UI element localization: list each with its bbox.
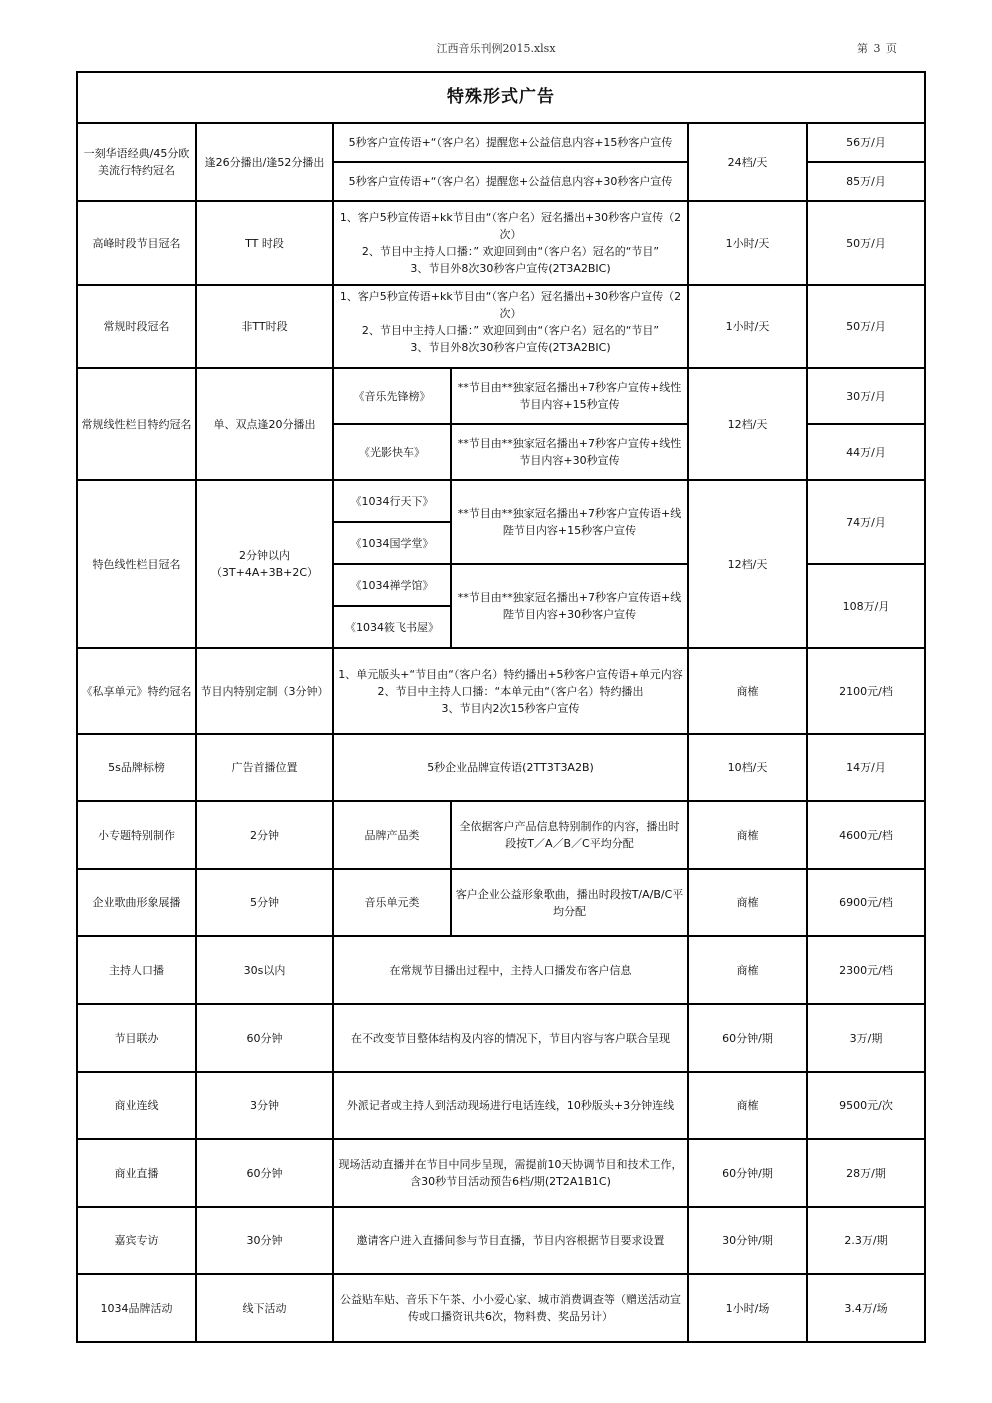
item-price: 74万/月 (807, 480, 925, 564)
item-duration: 30分钟 (196, 1207, 333, 1274)
item-price: 50万/月 (807, 201, 925, 285)
item-duration: 节目内特别定制（3分钟） (196, 648, 333, 734)
item-frequency: 1小时/天 (688, 201, 807, 285)
item-description: 外派记者或主持人到活动现场进行电话连线，10秒版头+3分钟连线 (333, 1072, 688, 1139)
item-duration: 2分钟 (196, 801, 333, 869)
item-price: 56万/月 (807, 123, 925, 162)
item-price: 2.3万/期 (807, 1207, 925, 1274)
item-frequency: 商榷 (688, 936, 807, 1004)
table-title: 特殊形式广告 (77, 72, 925, 123)
item-duration: 3分钟 (196, 1072, 333, 1139)
program-name: 《1034行天下》 (333, 480, 451, 522)
item-price: 3.4万/场 (807, 1274, 925, 1342)
item-description: 5秒客户宣传语+“（客户名）提醒您+公益信息内容+30秒客户宣传 (333, 162, 688, 201)
item-duration: 单、双点逢20分播出 (196, 368, 333, 480)
item-frequency: 12档/天 (688, 368, 807, 480)
program-name: 《1034禅学馆》 (333, 564, 451, 606)
header-page-number: 第 3 页 (857, 42, 898, 55)
item-price: 30万/月 (807, 368, 925, 424)
item-name: 特色线性栏目冠名 (77, 480, 196, 648)
item-name: 企业歌曲形象展播 (77, 869, 196, 936)
item-price: 108万/月 (807, 564, 925, 648)
item-frequency: 商榷 (688, 1072, 807, 1139)
item-frequency: 商榷 (688, 801, 807, 869)
item-description (333, 285, 688, 368)
item-name: 常规线性栏目特约冠名 (77, 368, 196, 480)
description-line: 1、客户5秒宣传语+kk节目由“（客户名）冠名播出+30秒客户宣传（2次） (339, 211, 682, 241)
item-description: 在不改变节目整体结构及内容的情况下，节目内容与客户联合呈现 (333, 1004, 688, 1072)
program-name: 《1034筱飞书屋》 (333, 606, 451, 648)
item-type: 品牌产品类 (333, 801, 451, 869)
item-frequency: 商榷 (688, 648, 807, 734)
item-name: 高峰时段节目冠名 (77, 201, 196, 285)
item-frequency: 60分钟/期 (688, 1139, 807, 1207)
item-frequency: 24档/天 (688, 123, 807, 201)
item-description (333, 201, 688, 285)
item-price: 4600元/档 (807, 801, 925, 869)
item-name: 节目联办 (77, 1004, 196, 1072)
item-price: 50万/月 (807, 285, 925, 368)
ad-rate-table (76, 71, 926, 1343)
description-line: 3、节目内2次15秒客户宣传 (441, 701, 580, 715)
item-price: 14万/月 (807, 734, 925, 801)
item-description: **节目由**独家冠名播出+7秒客户宣传+线性节目内容+15秒宣传 (451, 368, 688, 424)
item-duration: 30s以内 (196, 936, 333, 1004)
item-name: 5s品牌标榜 (77, 734, 196, 801)
description-line: 2、节目中主持人口播：” 欢迎回到由“（客户名）冠名的“节目” (361, 245, 660, 258)
item-price: 9500元/次 (807, 1072, 925, 1139)
item-duration: 广告首播位置 (196, 734, 333, 801)
item-price: 85万/月 (807, 162, 925, 201)
item-name: 常规时段冠名 (77, 285, 196, 368)
description-line: 1、客户5秒宣传语+kk节目由“（客户名）冠名播出+30秒客户宣传（2次） (339, 290, 682, 320)
program-name: 《1034国学堂》 (333, 522, 451, 564)
item-description (333, 648, 688, 734)
item-description: **节目由**独家冠名播出+7秒客户宣传语+线陛节目内容+30秒客户宣传 (451, 564, 688, 648)
item-duration: 5分钟 (196, 869, 333, 936)
item-name: 《私享单元》特约冠名 (77, 648, 196, 734)
item-description: 5秒客户宣传语+“（客户名）提醒您+公益信息内容+15秒客户宣传 (333, 123, 688, 162)
header-filename: 江西音乐刊例2015.xlsx (436, 42, 556, 55)
item-price: 2100元/档 (807, 648, 925, 734)
item-duration: TT 时段 (196, 201, 333, 285)
item-description: **节目由**独家冠名播出+7秒客户宣传+线性节目内容+30秒宣传 (451, 424, 688, 480)
item-duration: 60分钟 (196, 1139, 333, 1207)
item-frequency: 1小时/场 (688, 1274, 807, 1342)
program-name: 《光影快车》 (333, 424, 451, 480)
description-line: 2、节目中主持人口播：” 欢迎回到由“（客户名）冠名的“节目” (361, 324, 660, 337)
item-description: 现场活动直播并在节目中同步呈现，需提前10天协调节目和技术工作，含30秒节目活动预告6档/期(2T2A1B1C) (333, 1139, 688, 1207)
item-description: 全依据客户产品信息特别制作的内容，播出时段按T／A／B／C平均分配 (451, 801, 688, 869)
item-duration: 非TT时段 (196, 285, 333, 368)
item-frequency: 12档/天 (688, 480, 807, 648)
duration-line: 2分钟以内 (239, 549, 290, 562)
description-line: 3、节目外8次30秒客户宣传(2T3A2BIC) (410, 262, 611, 275)
item-name: 商业连线 (77, 1072, 196, 1139)
item-price: 3万/期 (807, 1004, 925, 1072)
item-type: 音乐单元类 (333, 869, 451, 936)
description-line: 3、节目外8次30秒客户宣传(2T3A2BIC) (410, 341, 611, 354)
item-name: 嘉宾专访 (77, 1207, 196, 1274)
item-duration (196, 480, 333, 648)
item-price: 28万/期 (807, 1139, 925, 1207)
item-description: 5秒企业品牌宣传语(2TT3T3A2B) (333, 734, 688, 801)
item-frequency: 30分钟/期 (688, 1207, 807, 1274)
description-line: 2、节目中主持人口播：“本单元由“（客户名）特约播出 (377, 684, 644, 698)
item-price: 44万/月 (807, 424, 925, 480)
item-duration: 逢26分播出/逢52分播出 (196, 123, 333, 201)
item-description: **节目由**独家冠名播出+7秒客户宣传语+线陛节目内容+15秒客户宣传 (451, 480, 688, 564)
item-price: 6900元/档 (807, 869, 925, 936)
item-description: 在常规节目播出过程中，主持人口播发布客户信息 (333, 936, 688, 1004)
item-duration: 60分钟 (196, 1004, 333, 1072)
item-frequency: 60分钟/期 (688, 1004, 807, 1072)
item-name: 小专题特别制作 (77, 801, 196, 869)
item-frequency: 商榷 (688, 869, 807, 936)
item-frequency: 1小时/天 (688, 285, 807, 368)
item-frequency: 10档/天 (688, 734, 807, 801)
item-name: 主持人口播 (77, 936, 196, 1004)
item-description: 客户企业公益形象歌曲，播出时段按T/A/B/C平均分配 (451, 869, 688, 936)
program-name: 《音乐先锋榜》 (333, 368, 451, 424)
description-line: 1、单元版头+“节目由“（客户名）特约播出+5秒客户宣传语+单元内容 (338, 667, 683, 681)
item-name: 一刻华语经典/45分欧美流行特约冠名 (77, 123, 196, 201)
item-name: 1034品牌活动 (77, 1274, 196, 1342)
item-description: 邀请客户进入直播间参与节目直播，节目内容根据节目要求设置 (333, 1207, 688, 1274)
item-price: 2300元/档 (807, 936, 925, 1004)
duration-line: （3T+4A+3B+2C） (210, 566, 319, 579)
item-name: 商业直播 (77, 1139, 196, 1207)
item-duration: 线下活动 (196, 1274, 333, 1342)
item-description: 公益贴车贴、音乐下午茶、小小爱心家、城市消费调查等（赠送活动宣传或口播资讯共6次，物料费、奖品另计） (333, 1274, 688, 1342)
